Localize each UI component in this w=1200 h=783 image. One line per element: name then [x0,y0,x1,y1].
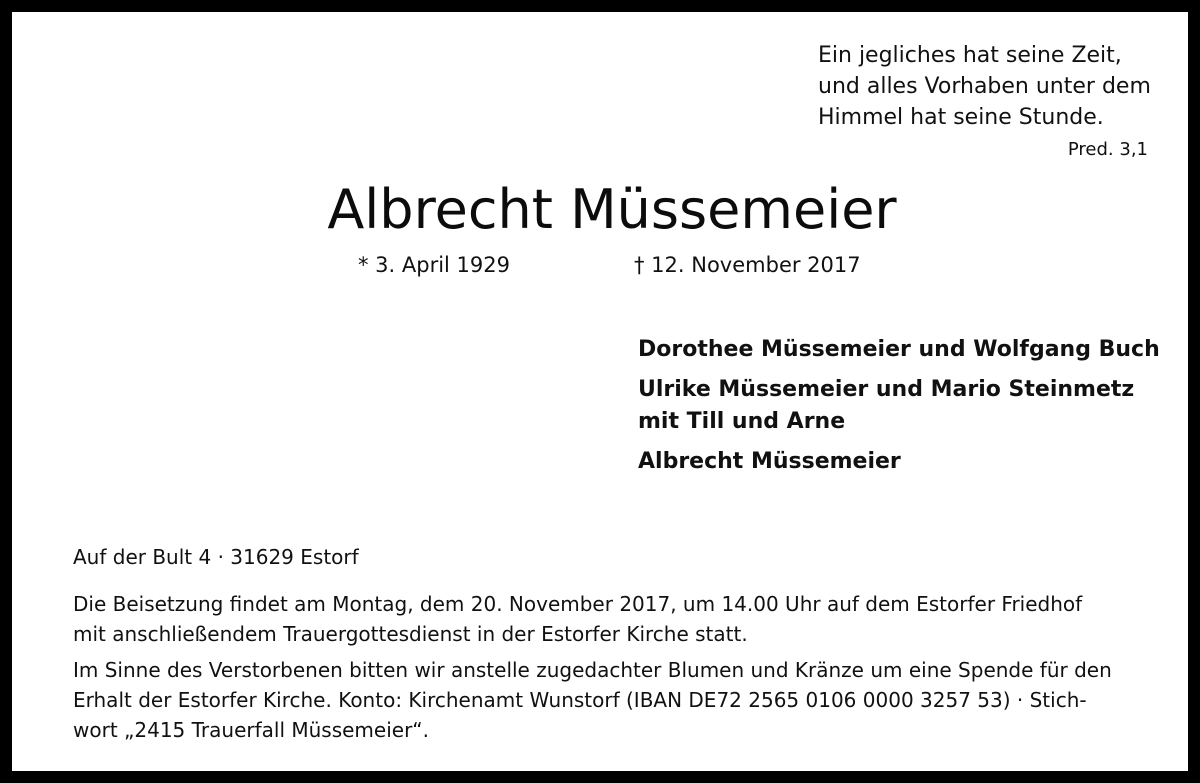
mourner-line: Ulrike Müssemeier und Mario Steinmetz [638,377,1135,402]
paragraph-line: Erhalt der Estorfer Kirche. Konto: Kirchenamt Wunstorf (IBAN DE72 2565 0106 0000 3257 53) · Stich- [73,688,1087,712]
paragraph-line: Im Sinne des Verstorbenen bitten wir anstelle zugedachter Blumen und Kränze um eine Spende für den [73,658,1112,682]
quote-source: Pred. 3,1 [1067,139,1148,160]
donation-paragraph [73,655,1159,745]
quote-line: Himmel hat seine Stunde. [818,105,1104,130]
funeral-paragraph [73,589,1159,649]
paragraph-line: Die Beisetzung findet am Montag, dem 20. November 2017, um 14.00 Uhr auf dem Estorfer Friedhof [73,592,1083,616]
mourner-line: mit Till und Arne [638,409,846,434]
death-date: † 12. November 2017 [634,253,861,277]
paragraph-line: mit anschließendem Trauergottesdienst in der Estorfer Kirche statt. [73,622,748,646]
bible-quote [818,40,1158,133]
address: Auf der Bult 4 · 31629 Estorf [73,545,359,569]
paragraph-line: wort „2415 Trauerfall Müssemeier“. [73,718,430,742]
quote-line: Ein jegliches hat seine Zeit, [818,43,1122,68]
funeral-details [73,589,1159,751]
deceased-name: Albrecht Müssemeier [327,178,897,241]
mourner-entry [638,334,1178,366]
mourner-line: Albrecht Müssemeier [638,449,901,474]
quote-line: und alles Vorhaben unter dem [818,74,1151,99]
mourners-list [638,334,1178,486]
birth-date: * 3. April 1929 [358,253,511,277]
mourner-entry [638,374,1178,438]
mourner-entry [638,446,1178,478]
mourner-line: Dorothee Müssemeier und Wolfgang Buch [638,337,1160,362]
